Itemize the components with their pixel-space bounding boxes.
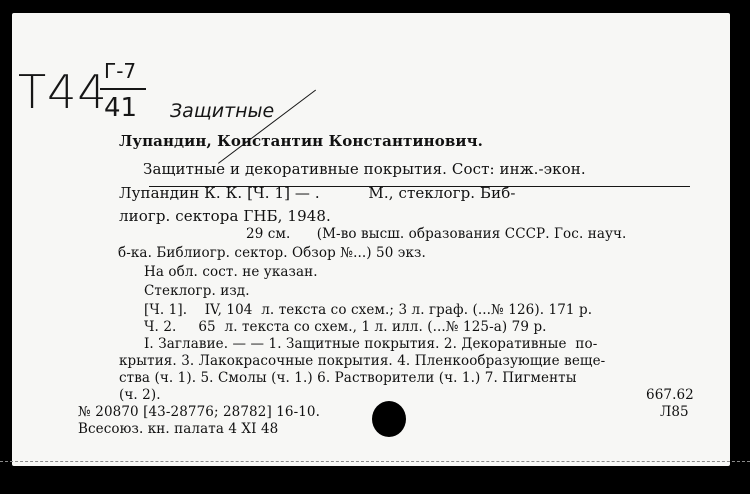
card-line-10: I. Заглавие. — — 1. Защитные покрытия. 2. Декоративные по- xyxy=(144,336,598,352)
record-number: № 20870 [43-28776; 28782] 16-10. xyxy=(78,404,321,420)
footer-line: Всесоюз. кн. палата 4 XI 48 xyxy=(78,421,279,437)
scan-edge-line xyxy=(0,461,750,462)
title-underline xyxy=(149,186,690,187)
card-line-2: Лупандин К. К. [Ч. 1] — . М., стеклогр. Биб- xyxy=(119,184,516,202)
call-number-lower: 41 xyxy=(104,93,138,123)
card-line-11: крытия. 3. Лакокрасочные покрытия. 4. Пленкообразующие веще- xyxy=(119,353,606,369)
card-heading: Лупандин, Константин Константинович. xyxy=(119,132,483,150)
card-line-5: б-ка. Библиогр. сектор. Обзор №...) 50 экз. xyxy=(118,245,426,261)
handwritten-subject: Защитные xyxy=(170,100,275,122)
card-line-7: Стеклогр. изд. xyxy=(144,283,250,299)
card-line-12: ства (ч. 1). 5. Смолы (ч. 1.) 6. Растворители (ч. 1.) 7. Пигменты xyxy=(119,370,577,386)
index-code: Л85 xyxy=(660,404,689,420)
ink-blot xyxy=(372,401,406,437)
card-line-8: [Ч. 1]. IV, 104 л. текста со схем.; 3 л. граф. (...№ 126). 171 р. xyxy=(144,302,593,318)
card-line-3: лиогр. сектора ГНБ, 1948. xyxy=(119,207,331,225)
card-line-6: На обл. сост. не указан. xyxy=(144,264,318,280)
catalog-card xyxy=(12,13,730,466)
card-title-line: Защитные и декоративные покрытия. Сост: инж.-экон. xyxy=(143,160,586,178)
call-number-upper: Г-7 xyxy=(104,59,137,83)
card-line-13: (ч. 2). xyxy=(119,387,161,403)
call-number-fraction-bar xyxy=(100,88,146,90)
card-line-9: Ч. 2. 65 л. текста со схем., 1 л. илл. (...№ 125-а) 79 р. xyxy=(144,319,547,335)
class-code: 667.62 xyxy=(646,387,694,403)
call-number-main: Т44 xyxy=(18,65,108,119)
card-line-4: 29 см. (М-во высш. образования СССР. Гос. науч. xyxy=(246,226,627,242)
